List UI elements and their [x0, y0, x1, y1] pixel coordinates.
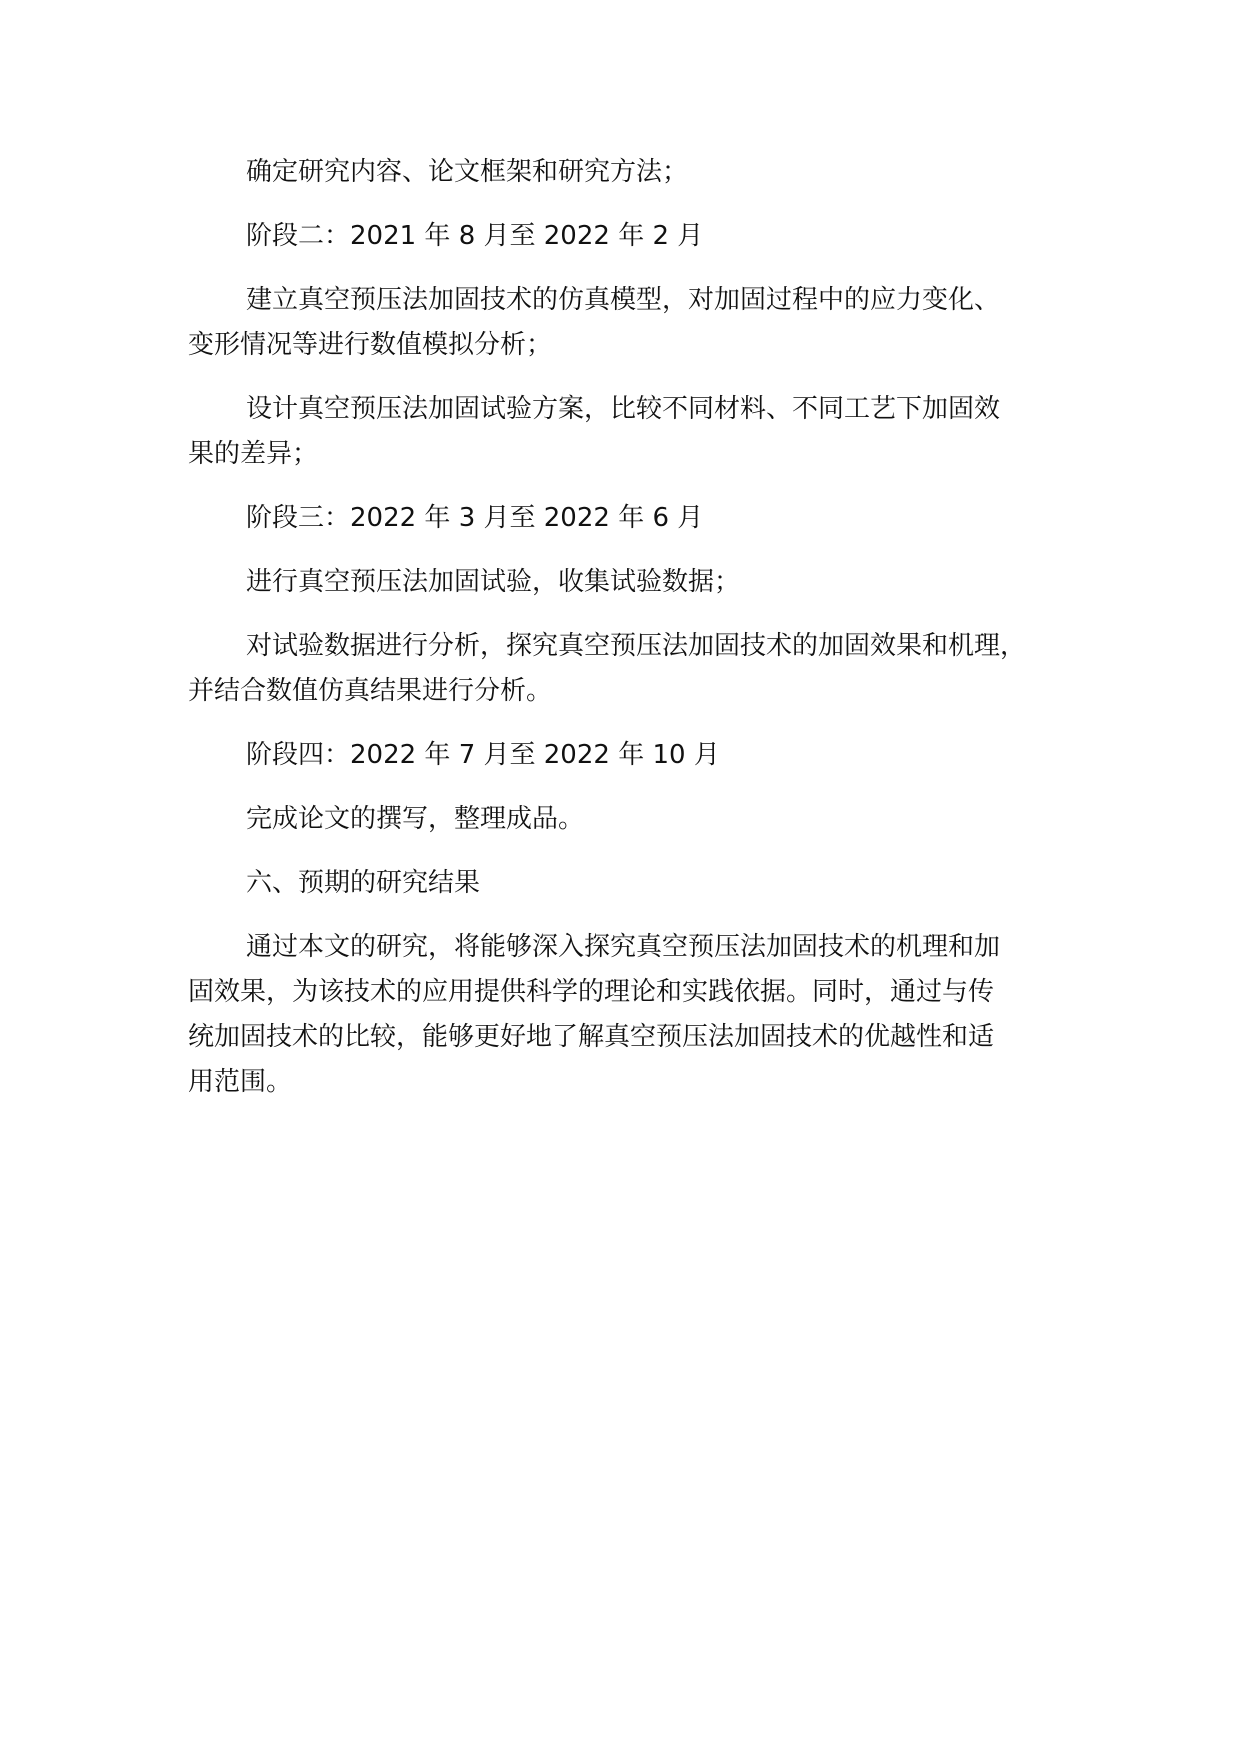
- paragraph-test-plan: [188, 387, 1078, 477]
- text-line: 进行真空预压法加固试验，收集试验数据；: [246, 567, 741, 597]
- paragraph-expected-results: [188, 925, 1078, 1105]
- text-line: 通过本文的研究，将能够深入探究真空预压法加固技术的机理和加: [246, 932, 1001, 962]
- text-line: 阶段三：2022 年 3 月至 2022 年 6 月: [246, 503, 704, 533]
- text-line: 建立真空预压法加固技术的仿真模型，对加固过程中的应力变化、: [246, 285, 1001, 315]
- text-line: 统加固技术的比较，能够更好地了解真空预压法加固技术的优越性和适: [188, 1022, 995, 1052]
- paragraph-stage-four-heading: [188, 733, 1078, 778]
- text-line: 用范围。: [188, 1067, 293, 1097]
- text-line: 设计真空预压法加固试验方案，比较不同材料、不同工艺下加固效: [246, 394, 1001, 424]
- paragraph-simulation-model: [188, 278, 1078, 368]
- paragraph-thesis-writing: [188, 797, 1078, 842]
- text-line: 对试验数据进行分析，探究真空预压法加固技术的加固效果和机理，: [246, 631, 1027, 661]
- text-line: 六、预期的研究结果: [246, 868, 481, 898]
- text-line: 确定研究内容、论文框架和研究方法；: [246, 157, 689, 187]
- text-line: 阶段二：2021 年 8 月至 2022 年 2 月: [246, 221, 704, 251]
- section-heading-expected-results: [188, 861, 1078, 906]
- text-line: 变形情况等进行数值模拟分析；: [188, 330, 553, 360]
- text-line: 并结合数值仿真结果进行分析。: [188, 676, 553, 706]
- paragraph-stage-three-heading: [188, 496, 1078, 541]
- paragraph-conduct-tests: [188, 560, 1078, 605]
- paragraph-research-scope: [188, 150, 1078, 195]
- text-line: 果的差异；: [188, 439, 319, 469]
- paragraph-stage-two-heading: [188, 214, 1078, 259]
- document-body: [188, 150, 1078, 1124]
- paragraph-data-analysis: [188, 624, 1078, 714]
- text-line: 阶段四：2022 年 7 月至 2022 年 10 月: [246, 740, 720, 770]
- text-line: 完成论文的撰写，整理成品。: [246, 804, 585, 834]
- text-line: 固效果，为该技术的应用提供科学的理论和实践依据。同时，通过与传: [188, 977, 995, 1007]
